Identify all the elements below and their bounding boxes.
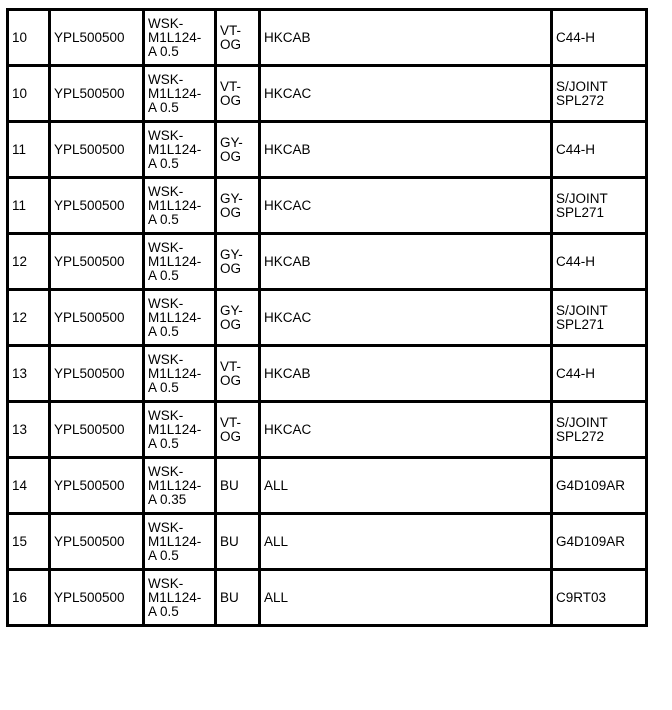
connector-cell: ALL	[260, 514, 552, 570]
table-row	[8, 122, 647, 178]
table-row	[8, 458, 647, 514]
wire-color-cell: GY- OG	[216, 234, 260, 290]
destination-cell: C44-H	[552, 10, 647, 66]
part-number-cell: YPL500500	[50, 458, 144, 514]
table-row	[8, 514, 647, 570]
row-number-cell: 13	[8, 346, 50, 402]
wiring-table-body	[8, 10, 647, 626]
wire-spec-cell: WSK- M1L124- A 0.5	[144, 66, 216, 122]
table-row	[8, 570, 647, 626]
wire-spec-cell: WSK- M1L124- A 0.5	[144, 346, 216, 402]
destination-cell: G4D109AR	[552, 458, 647, 514]
destination-cell: S/JOINT SPL271	[552, 178, 647, 234]
table-row	[8, 10, 647, 66]
connector-cell: ALL	[260, 570, 552, 626]
wire-spec-cell: WSK- M1L124- A 0.35	[144, 458, 216, 514]
row-number-cell: 16	[8, 570, 50, 626]
row-number-cell: 11	[8, 122, 50, 178]
wire-color-cell: GY- OG	[216, 178, 260, 234]
wire-color-cell: GY- OG	[216, 122, 260, 178]
connector-cell: ALL	[260, 458, 552, 514]
destination-cell: S/JOINT SPL271	[552, 290, 647, 346]
wiring-table	[6, 8, 648, 627]
wire-color-cell: BU	[216, 458, 260, 514]
wire-spec-cell: WSK- M1L124- A 0.5	[144, 10, 216, 66]
destination-cell: S/JOINT SPL272	[552, 402, 647, 458]
part-number-cell: YPL500500	[50, 290, 144, 346]
table-row	[8, 346, 647, 402]
connector-cell: HKCAB	[260, 122, 552, 178]
destination-cell: G4D109AR	[552, 514, 647, 570]
wiring-table-container	[6, 8, 648, 627]
row-number-cell: 13	[8, 402, 50, 458]
wire-spec-cell: WSK- M1L124- A 0.5	[144, 514, 216, 570]
wire-color-cell: VT- OG	[216, 402, 260, 458]
wire-color-cell: VT- OG	[216, 10, 260, 66]
part-number-cell: YPL500500	[50, 346, 144, 402]
part-number-cell: YPL500500	[50, 514, 144, 570]
wire-spec-cell: WSK- M1L124- A 0.5	[144, 290, 216, 346]
connector-cell: HKCAB	[260, 234, 552, 290]
table-row	[8, 402, 647, 458]
part-number-cell: YPL500500	[50, 178, 144, 234]
wire-color-cell: GY- OG	[216, 290, 260, 346]
wire-spec-cell: WSK- M1L124- A 0.5	[144, 402, 216, 458]
wire-color-cell: BU	[216, 570, 260, 626]
table-row	[8, 290, 647, 346]
connector-cell: HKCAC	[260, 402, 552, 458]
table-row	[8, 66, 647, 122]
part-number-cell: YPL500500	[50, 122, 144, 178]
wire-spec-cell: WSK- M1L124- A 0.5	[144, 122, 216, 178]
part-number-cell: YPL500500	[50, 234, 144, 290]
wire-color-cell: VT- OG	[216, 346, 260, 402]
wire-spec-cell: WSK- M1L124- A 0.5	[144, 570, 216, 626]
part-number-cell: YPL500500	[50, 570, 144, 626]
destination-cell: C44-H	[552, 234, 647, 290]
connector-cell: HKCAC	[260, 290, 552, 346]
connector-cell: HKCAC	[260, 66, 552, 122]
part-number-cell: YPL500500	[50, 66, 144, 122]
row-number-cell: 11	[8, 178, 50, 234]
wire-color-cell: BU	[216, 514, 260, 570]
connector-cell: HKCAB	[260, 346, 552, 402]
destination-cell: C9RT03	[552, 570, 647, 626]
connector-cell: HKCAC	[260, 178, 552, 234]
wire-spec-cell: WSK- M1L124- A 0.5	[144, 234, 216, 290]
row-number-cell: 14	[8, 458, 50, 514]
row-number-cell: 12	[8, 290, 50, 346]
destination-cell: C44-H	[552, 122, 647, 178]
table-row	[8, 234, 647, 290]
row-number-cell: 10	[8, 10, 50, 66]
destination-cell: C44-H	[552, 346, 647, 402]
part-number-cell: YPL500500	[50, 402, 144, 458]
row-number-cell: 12	[8, 234, 50, 290]
row-number-cell: 15	[8, 514, 50, 570]
table-row	[8, 178, 647, 234]
row-number-cell: 10	[8, 66, 50, 122]
connector-cell: HKCAB	[260, 10, 552, 66]
wire-color-cell: VT- OG	[216, 66, 260, 122]
part-number-cell: YPL500500	[50, 10, 144, 66]
wire-spec-cell: WSK- M1L124- A 0.5	[144, 178, 216, 234]
destination-cell: S/JOINT SPL272	[552, 66, 647, 122]
